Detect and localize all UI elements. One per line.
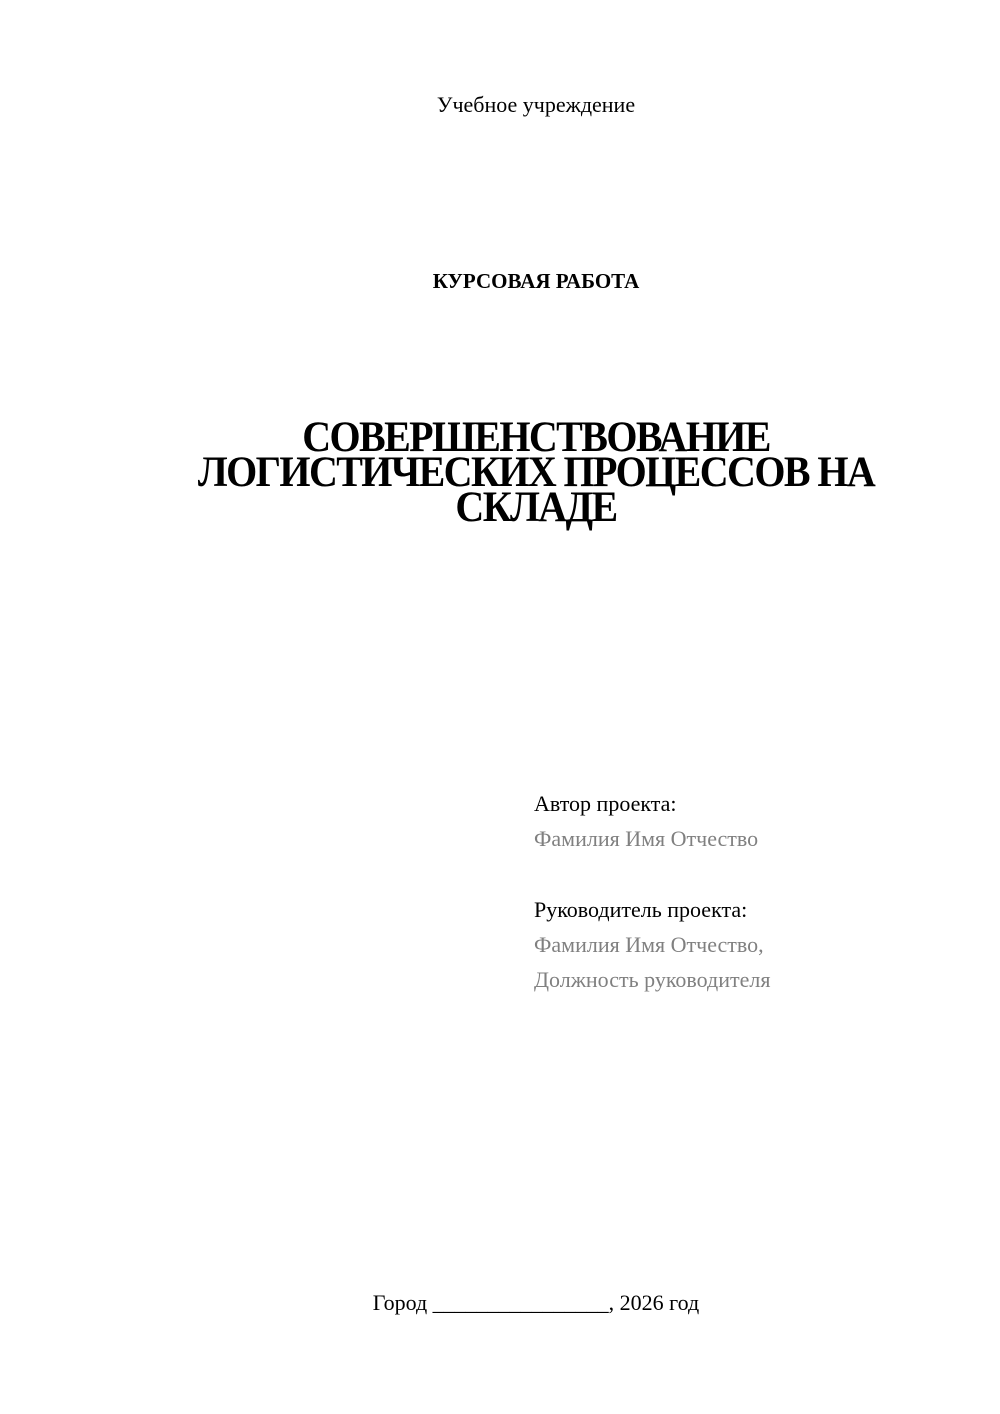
title-line: ЛОГИСТИЧЕСКИХ ПРОЦЕССОВ НА: [197, 447, 875, 496]
supervisor-block: [534, 892, 770, 997]
author-label: Автор проекта:: [534, 791, 677, 816]
title-line: СОВЕРШЕНСТВОВАНИЕ: [302, 412, 770, 461]
document-title: [72, 412, 1000, 531]
work-type: КУРСОВАЯ РАБОТА: [432, 269, 640, 293]
supervisor-label: Руководитель проекта:: [534, 897, 748, 922]
institution-name: Учебное учреждение: [436, 92, 636, 117]
supervisor-position: Должность руководителя: [534, 967, 771, 992]
supervisor-name: Фамилия Имя Отчество,: [534, 932, 764, 957]
author-name: Фамилия Имя Отчество: [534, 826, 759, 851]
title-line: СКЛАДЕ: [455, 482, 617, 531]
city-year: Город ________________, 2026 год: [372, 1290, 700, 1315]
author-block: [534, 786, 758, 856]
